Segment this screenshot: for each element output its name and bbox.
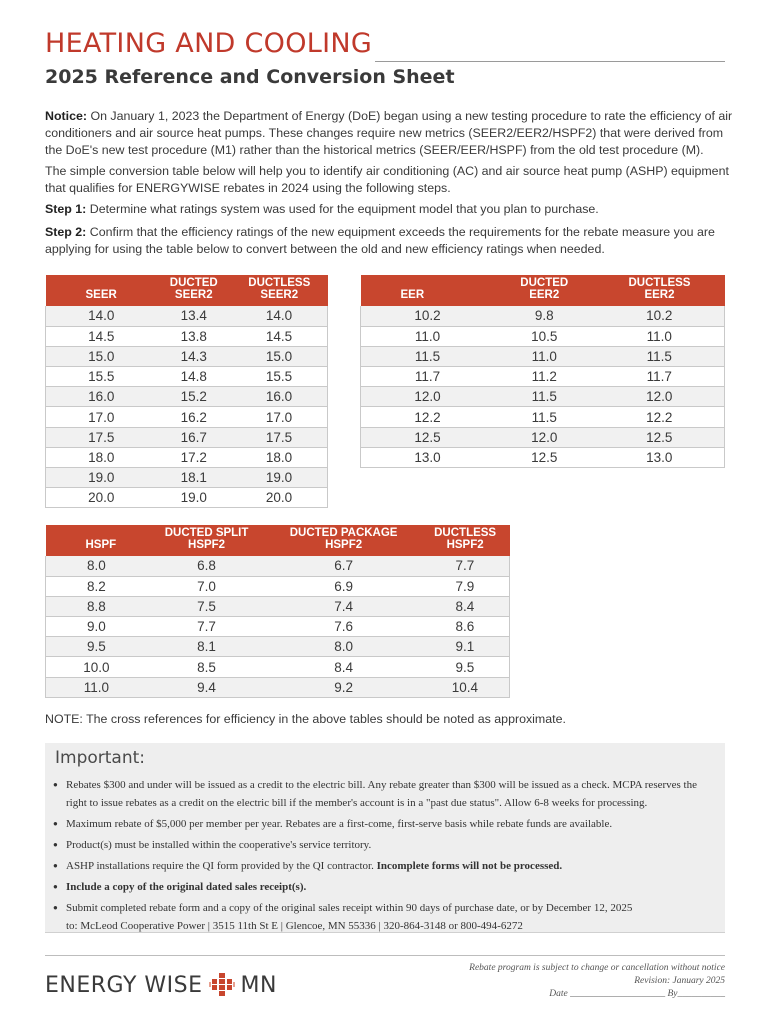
table-cell: 9.2 [266, 677, 420, 697]
column-header-line1: DUCTLESS [434, 527, 497, 539]
important-item-text: Maximum rebate of $5,000 per member per year. Rebates are a first-come, first-serve basis while rebate funds are available. [66, 818, 613, 830]
page-title: HEATING AND COOLING [45, 28, 373, 59]
table-cell: 6.9 [266, 576, 420, 596]
table-cell: 11.2 [494, 367, 595, 387]
table-cell: 20.0 [231, 488, 327, 508]
notice-paragraph [45, 108, 735, 159]
table-cell: 10.2 [361, 306, 495, 326]
table-cell: 16.0 [46, 387, 157, 407]
table-cell: 10.4 [421, 677, 510, 697]
table-cell: 14.8 [156, 367, 231, 387]
table-cell: 9.4 [147, 677, 267, 697]
table-cell: 7.7 [421, 556, 510, 576]
table-cell: 12.0 [595, 387, 725, 407]
table-cell: 15.2 [156, 387, 231, 407]
eer-conversion-table [360, 275, 725, 468]
table-cell: 8.1 [147, 637, 267, 657]
table-cell: 15.0 [231, 346, 327, 366]
table-cell: 7.0 [147, 576, 267, 596]
table-cell: 7.4 [266, 596, 420, 616]
table-cell: 15.0 [46, 346, 157, 366]
footer-divider [45, 955, 725, 956]
column-header [147, 525, 267, 556]
table-cell: 13.8 [156, 326, 231, 346]
table-row [46, 677, 510, 697]
table-row [46, 637, 510, 657]
table-cell: 11.5 [494, 387, 595, 407]
table-cell: 6.7 [266, 556, 420, 576]
table-cell: 12.5 [595, 427, 725, 447]
table-cell: 9.5 [46, 637, 147, 657]
column-header-line1: DUCTLESS [628, 277, 691, 289]
column-header [46, 525, 147, 556]
table-row [46, 367, 328, 387]
table-row [361, 407, 725, 427]
column-header-line2: HSPF2 [325, 539, 363, 551]
logo-text-right: MN [240, 972, 277, 998]
table-cell: 12.0 [361, 387, 495, 407]
table-cell: 11.7 [595, 367, 725, 387]
table-cell: 17.0 [231, 407, 327, 427]
intro-paragraph: The simple conversion table below will help you to identify air conditioning (AC) and air source heat pump (ASHP) equipment that qualifies for ENERGYWISE rebates in 2024 using the following steps. [45, 164, 729, 195]
table-cell: 7.6 [266, 617, 420, 637]
table-row [46, 468, 328, 488]
step1-paragraph [45, 201, 735, 218]
column-header-line2: HSPF2 [188, 539, 226, 551]
column-header [361, 275, 495, 306]
table-row [46, 488, 328, 508]
column-header-line2: HSPF2 [446, 539, 484, 551]
table-row [46, 576, 510, 596]
column-header-line1: EER [400, 289, 425, 301]
table-row [361, 387, 725, 407]
table-cell: 18.0 [46, 447, 157, 467]
table-row [46, 556, 510, 576]
column-header [156, 275, 231, 306]
table-row [46, 326, 328, 346]
energy-wise-logo [45, 970, 277, 1000]
table-cell: 9.1 [421, 637, 510, 657]
important-box [45, 743, 725, 933]
table-cell: 14.0 [231, 306, 327, 326]
table-cell: 8.6 [421, 617, 510, 637]
table-cell: 10.5 [494, 326, 595, 346]
table-row [46, 596, 510, 616]
table-row [361, 447, 725, 467]
table-cell: 11.0 [595, 326, 725, 346]
table-row [46, 407, 328, 427]
important-item-bold: Incomplete forms will not be processed. [376, 860, 563, 872]
table-row [46, 447, 328, 467]
table-row [46, 657, 510, 677]
table-cell: 19.0 [46, 468, 157, 488]
date-by-line: Date ____________________ By__________ [549, 989, 725, 999]
page-subtitle: 2025 Reference and Conversion Sheet [45, 66, 455, 88]
table-cell: 8.0 [266, 637, 420, 657]
important-list [53, 776, 718, 938]
table-cell: 19.0 [231, 468, 327, 488]
column-header [421, 525, 510, 556]
table-cell: 11.0 [46, 677, 147, 697]
important-item-text: Product(s) must be installed within the cooperative's service territory. [66, 839, 372, 851]
table-cell: 11.5 [361, 346, 495, 366]
column-header-line1: SEER [85, 289, 117, 301]
table-cell: 11.7 [361, 367, 495, 387]
step2-text: Confirm that the efficiency ratings of the new equipment exceeds the requirements for the rebate measure you are applying for using the table below to convert between the old and new efficiency ratings when needed. [45, 225, 715, 256]
table-cell: 14.0 [46, 306, 157, 326]
table-cell: 9.8 [494, 306, 595, 326]
table-cell: 8.4 [266, 657, 420, 677]
table-cell: 8.4 [421, 596, 510, 616]
table-cell: 13.0 [595, 447, 725, 467]
important-item [53, 776, 718, 812]
table-cell: 14.5 [231, 326, 327, 346]
column-header-line2: SEER2 [174, 289, 213, 301]
column-header-line1: DUCTED SPLIT [164, 527, 249, 539]
table-cell: 10.0 [46, 657, 147, 677]
table-cell: 17.2 [156, 447, 231, 467]
table-row [361, 306, 725, 326]
important-title: Important: [55, 748, 146, 768]
table-cell: 17.5 [46, 427, 157, 447]
table-cell: 14.5 [46, 326, 157, 346]
table-row [361, 326, 725, 346]
important-item [53, 857, 718, 875]
notice-label: Notice: [45, 109, 87, 123]
step1-label: Step 1: [45, 202, 87, 216]
table-row [46, 427, 328, 447]
step1-text: Determine what ratings system was used for the equipment model that you plan to purchase. [89, 202, 599, 216]
column-header-line2: EER2 [529, 289, 560, 301]
step2-label: Step 2: [45, 225, 87, 239]
grid-cross-icon [209, 972, 235, 998]
table-row [361, 427, 725, 447]
column-header-line2: SEER2 [260, 289, 299, 301]
table-row [46, 306, 328, 326]
table-cell: 16.0 [231, 387, 327, 407]
table-cell: 6.8 [147, 556, 267, 576]
table-cell: 13.4 [156, 306, 231, 326]
step2-paragraph [45, 224, 735, 258]
column-header-line1: DUCTED PACKAGE [289, 527, 398, 539]
table-cell: 7.7 [147, 617, 267, 637]
notice-text: On January 1, 2023 the Department of Energy (DoE) began using a new testing procedure to rate the efficiency of air conditioners and air source heat pumps. These changes require new metrics (SEER2/EER2/HSPF2) that were derived from the DoE's new test procedure (M1) rather than the historical metrics (SEER/EER/HSPF) from the old test procedure (M). [45, 109, 733, 157]
column-header [46, 275, 157, 306]
table-cell: 16.2 [156, 407, 231, 427]
table-cell: 12.5 [494, 447, 595, 467]
hspf-conversion-table [45, 525, 510, 698]
table-cell: 13.0 [361, 447, 495, 467]
column-header-line1: DUCTED [169, 277, 218, 289]
table-cell: 18.0 [231, 447, 327, 467]
column-header-line2: EER2 [644, 289, 675, 301]
table-row [361, 367, 725, 387]
important-item-address: to: McLeod Cooperative Power | 3515 11th St E | Glencoe, MN 55336 | 320-864-3148 or 800-494-6272 [66, 920, 523, 932]
table-row [46, 617, 510, 637]
approximation-note: NOTE: The cross references for efficiency in the above tables should be noted as approximate. [45, 712, 566, 726]
table-cell: 15.5 [231, 367, 327, 387]
header-divider [375, 61, 725, 62]
table-cell: 9.0 [46, 617, 147, 637]
table-cell: 17.5 [231, 427, 327, 447]
table-cell: 10.2 [595, 306, 725, 326]
column-header [494, 275, 595, 306]
table-cell: 8.2 [46, 576, 147, 596]
table-cell: 8.5 [147, 657, 267, 677]
table-row [46, 346, 328, 366]
table-cell: 12.0 [494, 427, 595, 447]
table-cell: 8.0 [46, 556, 147, 576]
important-item-text: Submit completed rebate form and a copy of the original sales receipt within 90 days of purchase date, or by December 12, 2025 [66, 902, 633, 914]
table-cell: 11.5 [595, 346, 725, 366]
important-item-bold: Include a copy of the original dated sales receipt(s). [66, 881, 307, 893]
table-row [46, 387, 328, 407]
table-cell: 11.5 [494, 407, 595, 427]
column-header [595, 275, 725, 306]
table-cell: 9.5 [421, 657, 510, 677]
table-cell: 16.7 [156, 427, 231, 447]
table-cell: 15.5 [46, 367, 157, 387]
table-cell: 7.9 [421, 576, 510, 596]
revision-text: Revision: January 2025 [634, 976, 725, 986]
table-cell: 20.0 [46, 488, 157, 508]
table-cell: 8.8 [46, 596, 147, 616]
table-cell: 12.2 [361, 407, 495, 427]
table-cell: 7.5 [147, 596, 267, 616]
important-item [53, 899, 718, 935]
table-cell: 19.0 [156, 488, 231, 508]
seer-conversion-table [45, 275, 328, 508]
table-cell: 11.0 [361, 326, 495, 346]
disclaimer-text: Rebate program is subject to change or cancellation without notice [469, 963, 725, 973]
column-header-line1: DUCTLESS [248, 277, 311, 289]
logo-text-left: ENERGY WISE [45, 972, 203, 998]
important-item-text: ASHP installations require the QI form provided by the QI contractor. [66, 860, 377, 872]
table-cell: 14.3 [156, 346, 231, 366]
table-cell: 17.0 [46, 407, 157, 427]
important-item [53, 815, 718, 833]
column-header-line1: HSPF [85, 539, 117, 551]
column-header-line1: DUCTED [520, 277, 569, 289]
column-header [231, 275, 327, 306]
table-cell: 11.0 [494, 346, 595, 366]
important-item [53, 878, 718, 896]
table-cell: 12.5 [361, 427, 495, 447]
important-item [53, 836, 718, 854]
footer-disclaimer-block [469, 962, 725, 1001]
table-cell: 18.1 [156, 468, 231, 488]
table-row [361, 346, 725, 366]
column-header [266, 525, 420, 556]
important-item-text: Rebates $300 and under will be issued as a credit to the electric bill. Any rebate greater than $300 will be issued as a check. MCPA reserves the right to issue rebates as a credit on the electric bill if the member's account is in a "past due status". Allow 6-8 weeks for processing. [66, 779, 697, 809]
table-cell: 12.2 [595, 407, 725, 427]
